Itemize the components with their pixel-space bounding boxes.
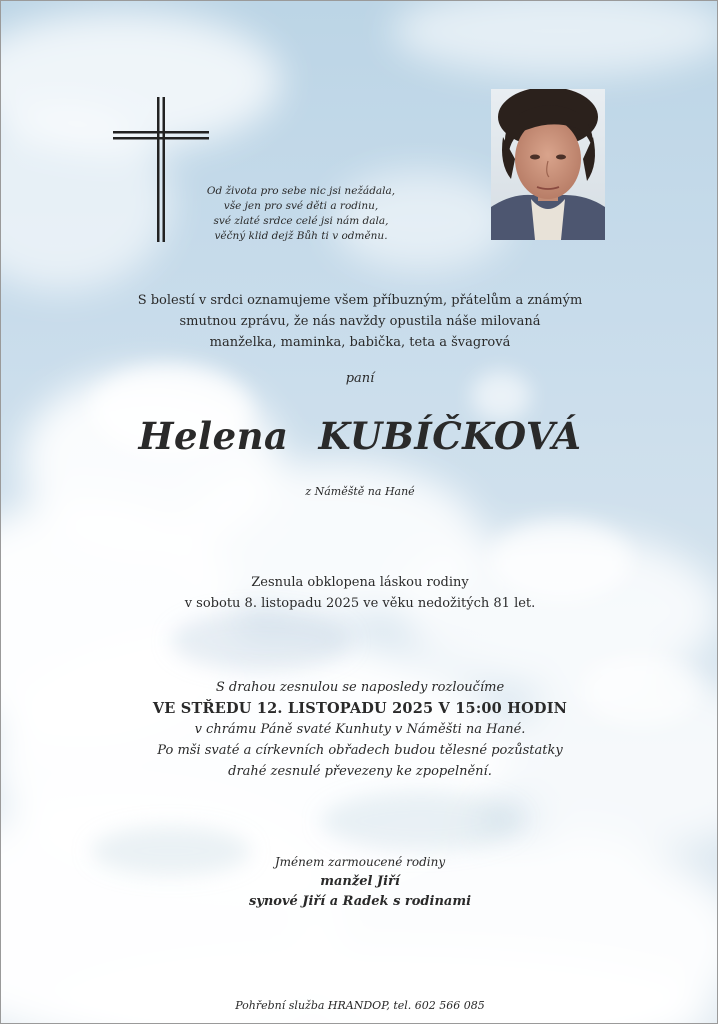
poem-line: Od života pro sebe nic jsi nežádala, bbox=[206, 185, 396, 197]
last-name: KUBÍČKOVÁ bbox=[318, 414, 582, 458]
death-line: Zesnula obklopena láskou rodiny bbox=[251, 575, 469, 590]
family-husband: manžel Jiří bbox=[320, 874, 400, 889]
death-info bbox=[1, 572, 718, 614]
portrait-photo bbox=[491, 89, 605, 240]
family-signature bbox=[1, 852, 718, 912]
funeral-service-contact: Pohřební služba HRANDOP, tel. 602 566 085 bbox=[235, 999, 485, 1012]
family-intro: Jménem zarmoucené rodiny bbox=[274, 855, 446, 869]
funeral-date-time: VE STŘEDU 12. LISTOPADU 2025 V 15:00 HODIN bbox=[152, 700, 568, 717]
first-name: Helena bbox=[138, 414, 289, 458]
poem-line: věčný klid dejž Bůh ti v odměnu. bbox=[214, 230, 388, 242]
funeral-info bbox=[1, 677, 718, 782]
announcement-line: smutnou zprávu, že nás navždy opustila náše milovaná bbox=[179, 314, 541, 329]
funeral-note: drahé zesnulé převezeny ke zpopelnění. bbox=[228, 764, 492, 779]
memorial-poem bbox=[151, 184, 451, 244]
funeral-intro: S drahou zesnulou se naposledy rozloučíme bbox=[215, 680, 505, 695]
funeral-note: Po mši svaté a církevních obřadech budou tělesné pozůstatky bbox=[157, 743, 563, 758]
announcement-text bbox=[1, 290, 718, 353]
funeral-place: v chrámu Páně svaté Kunhuty v Náměšti na Hané. bbox=[194, 722, 526, 737]
title-pani: paní bbox=[345, 371, 375, 386]
family-sons: synové Jiří a Radek s rodinami bbox=[248, 894, 472, 909]
hometown: z Náměště na Hané bbox=[305, 485, 415, 498]
announcement-line: S bolestí v srdci oznamujeme všem příbuzným, přátelům a známým bbox=[137, 293, 583, 308]
death-line: v sobotu 8. listopadu 2025 ve věku nedožitých 81 let. bbox=[184, 596, 536, 611]
poem-line: své zlaté srdce celé jsi nám dala, bbox=[213, 215, 389, 227]
announcement-line: manželka, maminka, babička, teta a švagrová bbox=[209, 335, 511, 350]
poem-line: vše jen pro své děti a rodinu, bbox=[223, 200, 379, 212]
deceased-name bbox=[1, 414, 718, 458]
